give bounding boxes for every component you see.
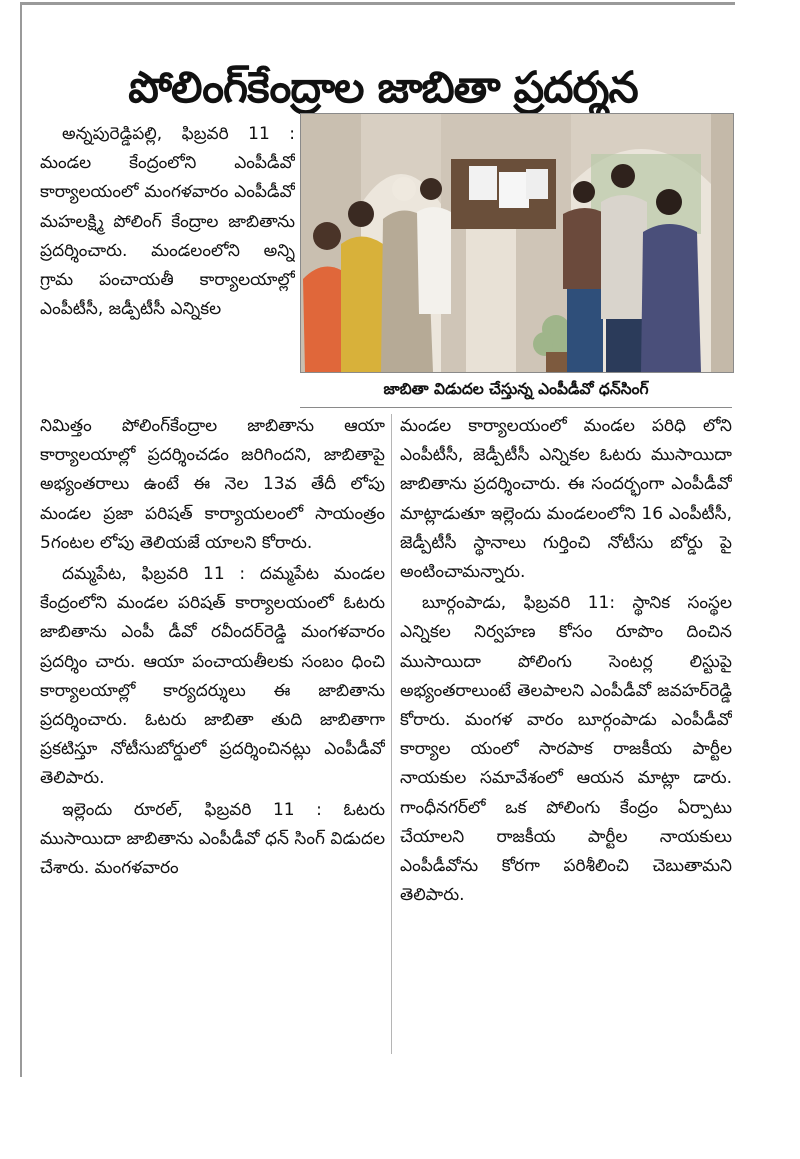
column-1-bottom [40, 412, 385, 1062]
photo-caption: జాబితా విడుదల చేస్తున్న ఎంపీడీవో ధన్‌సింగ్ [383, 380, 649, 398]
photo-illustration [301, 114, 733, 372]
top-border-rule [20, 2, 735, 5]
column-2 [400, 412, 732, 1062]
column-1-top [40, 120, 295, 412]
caption-rule [300, 407, 732, 408]
article-headline: పోలింగ్‌కేంద్రాల జాబితా ప్రదర్శన [128, 62, 638, 113]
left-border-rule [20, 5, 22, 1077]
paragraph-annapureddypalli-continued: నిమిత్తం పోలింగ్‌కేంద్రాల జాబితాను ఆయా కార్యాలయాల్లో ప్రదర్శించడం జరిగిందని, జాబితాపై అభ్యంతరాలు ఉంటే ఈ నెల 13వ తేదీ లోపు మండల ప్రజా పరిషత్ కార్యాయలంలో సాయంత్రం 5గంటల లోపు తెలియజే యాలని కోరారు. [40, 416, 385, 553]
paragraph-burgampadu: బూర్గంపాడు, ఫిబ్రవరి 11: స్థానిక సంస్థల ఎన్నికల నిర్వహణ కోసం రూపొం దించిన ముసాయిదా పోలింగు సెంటర్ల లిస్టుపై అభ్యంతరాలుంటే తెలపాలని ఎంపీడీవో జవహర్‌రెడ్డి కోరారు. మంగళ వారం బూర్గంపాడు ఎంపీడీవో కార్యాల యంలో సారపాక రాజకీయ పార్టీల నాయకుల సమావేశంలో ఆయన మాట్లా డారు. గాంధీనగర్‌లో ఒక పోలింగు కేంద్రం ఏర్పాటు చేయాలని రాజకీయ పార్టీల నాయకులు ఎంపీడీవోను కోరగా పరిశీలించి చెబుతామని తెలిపారు. [400, 593, 732, 906]
paragraph-illendu-continued: మండల కార్యాలయంలో మండల పరిధి లోని ఎంపీటీసీ, జెడ్పీటీసీ ఎన్నికల ఓటరు ముసాయిదా జాబితాను ప్రదర్శించారు. ఈ సందర్భంగా ఎంపీడీవో మాట్లాడుతూ ఇల్లెందు మండలంలోని 16 ఎంపీటీసీ, జెడ్పీటీసీ స్థానాలు గుర్తించి నోటీసు బోర్డు పై అంటించామన్నారు. [400, 416, 732, 583]
paragraph-dammapeta: దమ్మపేట, ఫిబ్రవరి 11 : దమ్మపేట మండల కేంద్రంలోని మండల పరిషత్ కార్యాలయంలో ఓటరు జాబితాను ఎంపీ డీవో రవీందర్‌రెడ్డి మంగళవారం ప్రదర్శిం చారు. ఆయా పంచాయతీలకు సంబం ధించి కార్యాలయాల్లో కార్యదర్శులు ఈ జాబితాను ప్రదర్శించారు. ఓటరు జాబితా తుది జాబితాగా ప్రకటిస్తూ నోటీసుబోర్డులో ప్రదర్శించినట్లు ఎంపీడీవో తెలిపారు. [40, 564, 385, 789]
paragraph-illendu: ఇల్లెందు రూరల్, ఫిబ్రవరి 11 : ఓటరు ముసాయిదా జాబితాను ఎంపీడీవో ధన్ సింగ్ విడుదల చేశారు. మంగళవారం [40, 799, 385, 879]
paragraph-annapureddypalli: అన్నపురెడ్డిపల్లి, ఫిబ్రవరి 11 : మండల కేంద్రంలోని ఎంపీడీవో కార్యాలయంలో మంగళవారం ఎంపీడీవో మహలక్ష్మి పోలింగ్ కేంద్రాల జాబితాను ప్రదర్శించారు. మండలంలోని అన్ని గ్రామ పంచాయతీ కార్యాలయాల్లో ఎంపీటీసీ, జడ్పీటీసీ ఎన్నికల [40, 124, 295, 320]
column-divider [391, 414, 392, 1054]
news-photo [300, 113, 734, 373]
